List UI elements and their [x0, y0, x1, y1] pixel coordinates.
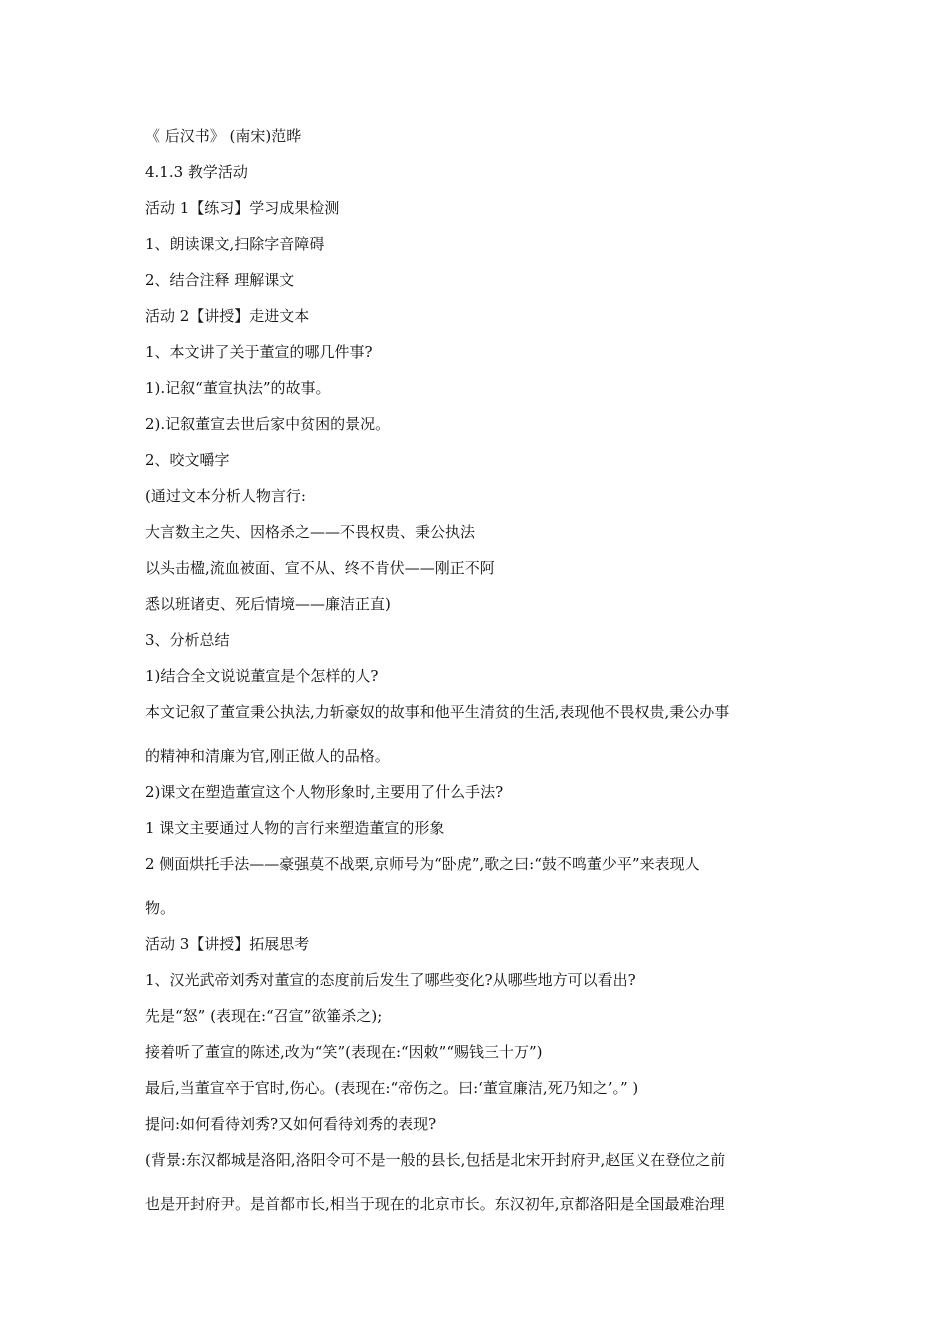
text-line: 大言数主之失、因格杀之——不畏权贵、秉公执法 [145, 523, 476, 541]
text-line: 物。 [145, 899, 176, 917]
text-line: 1)结合全文说说董宣是个怎样的人? [145, 667, 379, 685]
text-line-activity-1: 活动 1【练习】学习成果检测 [145, 199, 340, 217]
text-line: 1、汉光武帝刘秀对董宣的态度前后发生了哪些变化?从哪些地方可以看出? [145, 971, 636, 989]
text-line: 接着听了董宣的陈述,改为“笑”(表现在:“因敕”“赐钱三十万”) [145, 1043, 543, 1061]
text-line: (通过文本分析人物言行: [145, 487, 306, 505]
text-line: 以头击楹,流血被面、宣不从、终不肯伏——刚正不阿 [145, 559, 495, 577]
text-line: 1 课文主要通过人物的言行来塑造董宣的形象 [145, 819, 445, 837]
text-line: 1、本文讲了关于董宣的哪几件事? [145, 343, 373, 361]
text-line: 2 侧面烘托手法——豪强莫不战栗,京师号为“卧虎”,歌之曰:“鼓不鸣董少平”来表现人 [145, 855, 700, 873]
text-line: 本文记叙了董宣秉公执法,力斩豪奴的故事和他平生清贫的生活,表现他不畏权贵,秉公办事 [145, 703, 730, 721]
text-line: 2)课文在塑造董宣这个人物形象时,主要用了什么手法? [145, 783, 504, 801]
text-line: 提问:如何看待刘秀?又如何看待刘秀的表现? [145, 1115, 437, 1133]
text-line: 2).记叙董宣去世后家中贫困的景况。 [145, 415, 391, 433]
document-page [145, 126, 815, 1230]
text-line: 悉以班诸吏、死后情境——廉洁正直) [145, 595, 391, 613]
text-line: 1).记叙“董宣执法”的故事。 [145, 379, 331, 397]
text-line-section-heading: 4.1.3 教学活动 [145, 163, 248, 181]
text-line-title: 《 后汉书》 (南宋)范晔 [145, 127, 302, 145]
text-line: 2、结合注释 理解课文 [145, 271, 295, 289]
text-line-activity-2: 活动 2【讲授】走进文本 [145, 307, 310, 325]
text-line: 3、分析总结 [145, 631, 230, 649]
text-line: (背景:东汉都城是洛阳,洛阳令可不是一般的县长,包括是北宋开封府尹,赵匡义在登位之前 [145, 1151, 726, 1169]
text-line: 2、咬文嚼字 [145, 451, 230, 469]
text-line: 的精神和清廉为官,刚正做人的品格。 [145, 747, 390, 765]
text-line: 最后,当董宣卒于官时,伤心。(表现在:“帝伤之。曰:‘董宣廉洁,死乃知之’。” ) [145, 1079, 639, 1097]
text-line: 也是开封府尹。是首都市长,相当于现在的北京市长。东汉初年,京都洛阳是全国最难治理 [145, 1195, 725, 1213]
text-line-activity-3: 活动 3【讲授】拓展思考 [145, 935, 310, 953]
text-line: 先是“怒” (表现在:“召宣”欲箠杀之); [145, 1007, 383, 1025]
text-line: 1、朗读课文,扫除字音障碍 [145, 235, 325, 253]
